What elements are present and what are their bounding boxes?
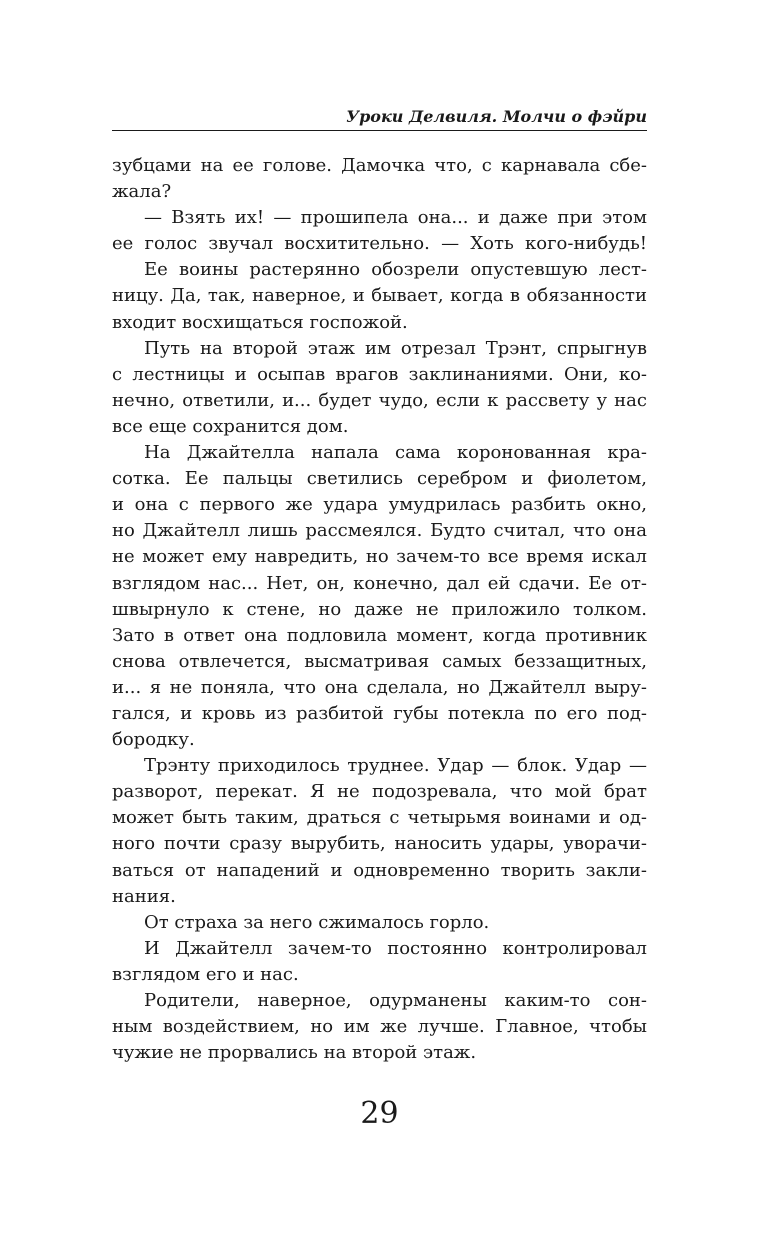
text-line: нечно, ответили, и... будет чудо, если к рассвету у нас: [112, 389, 647, 411]
text-line: Ее воины растерянно обозрели опустевшую лест-: [144, 259, 647, 281]
text-line: Трэнту приходилось труднее. Удар — блок. Удар —: [144, 755, 647, 777]
text-line: швырнуло к стене, но даже не приложило толком.: [112, 598, 647, 620]
body-text: [112, 153, 647, 1066]
text-line: и она с первого же удара умудрилась разбить окно,: [112, 494, 647, 516]
text-line: входит восхищаться госпожой.: [112, 311, 408, 333]
text-line: снова отвлечется, высматривая самых беззащитных,: [112, 650, 647, 672]
text-line: И Джайтелл зачем-то постоянно контролировал: [144, 937, 647, 959]
text-line: разворот, перекат. Я не подозревала, что мой брат: [112, 781, 647, 803]
text-line: Путь на второй этаж им отрезал Трэнт, спрыгнув: [144, 337, 647, 359]
header-rule: [112, 130, 647, 131]
page-number: 29: [360, 1096, 399, 1131]
text-line: На Джайтелла напала сама коронованная кра-: [144, 442, 647, 464]
text-line: может быть таким, драться с четырьмя воинами и од-: [112, 807, 647, 829]
text-line: гался, и кровь из разбитой губы потекла по его под-: [112, 702, 647, 724]
text-line: нания.: [112, 885, 176, 907]
running-header: Уроки Делвиля. Молчи о фэйри: [346, 107, 647, 126]
text-line: чужие не прорвались на второй этаж.: [112, 1042, 477, 1064]
text-line: ницу. Да, так, наверное, и бывает, когда в обязанности: [112, 285, 647, 307]
text-line: бородку.: [112, 729, 195, 751]
text-line: взглядом его и нас.: [112, 963, 299, 985]
text-line: но Джайтелл лишь рассмеялся. Будто считал, что она: [112, 520, 647, 542]
text-line: От страха за него сжималось горло.: [144, 911, 490, 933]
text-line: Зато в ответ она подловила момент, когда противник: [112, 624, 647, 646]
text-line: ного почти сразу вырубить, наносить удары, уворачи-: [112, 833, 647, 855]
text-line: жала?: [112, 181, 172, 203]
text-line: сотка. Ее пальцы светились серебром и фиолетом,: [112, 468, 647, 490]
text-line: — Взять их! — прошипела она... и даже при этом: [144, 207, 647, 229]
text-line: с лестницы и осыпав врагов заклинаниями. Они, ко-: [112, 363, 647, 385]
text-line: Родители, наверное, одурманены каким-то сон-: [144, 990, 647, 1011]
text-line: зубцами на ее голове. Дамочка что, с карнавала сбе-: [112, 155, 647, 176]
text-line: ее голос звучал восхитительно. — Хоть кого-нибудь!: [112, 233, 647, 255]
text-line: все еще сохранится дом.: [112, 415, 349, 437]
text-line: взглядом нас... Нет, он, конечно, дал ей сдачи. Ее от-: [112, 572, 647, 594]
text-line: и... я не поняла, что она сделала, но Джайтелл выру-: [112, 676, 647, 698]
text-line: ным воздействием, но им же лучше. Главное, чтобы: [112, 1016, 647, 1038]
text-line: ваться от нападений и одновременно творить закли-: [112, 859, 647, 881]
text-line: не может ему навредить, но зачем-то все время искал: [112, 546, 647, 568]
